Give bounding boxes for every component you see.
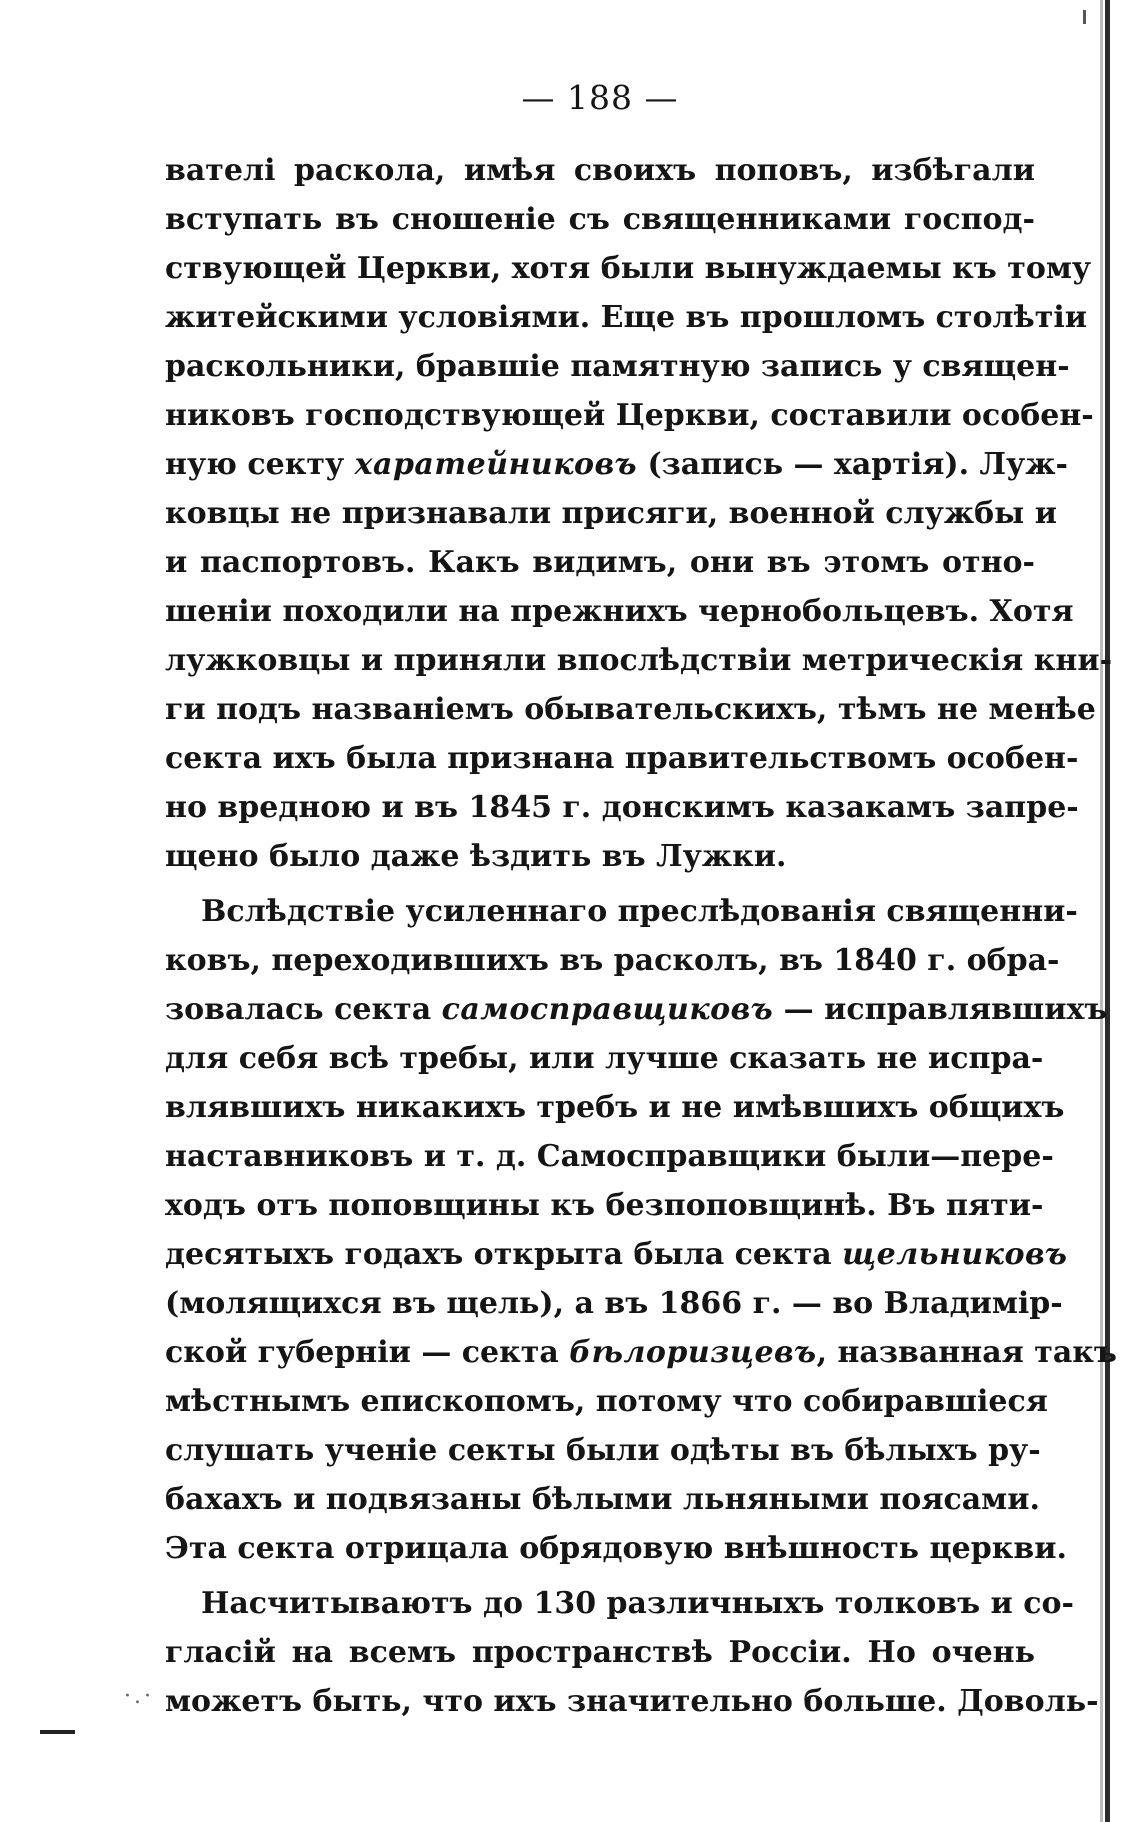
page-edge-shadow: [1100, 0, 1103, 1822]
text-segment: ской губерніи — секта: [165, 1335, 570, 1370]
text-segment: лужковцы и приняли впослѣдствіи метрическія кни-: [165, 643, 1113, 678]
text-line: [165, 440, 1068, 489]
sect-name-italic: щельниковъ: [842, 1237, 1068, 1272]
text-line: [165, 1677, 1099, 1726]
corner-mark: [1083, 10, 1086, 24]
text-line: [165, 1181, 1044, 1230]
text-segment: можетъ быть, что ихъ значительно больше. Доволь-: [165, 1684, 1099, 1719]
text-line: [165, 1524, 1067, 1573]
text-segment: секта ихъ была признана правительствомъ особен-: [165, 741, 1079, 776]
text-line: [165, 887, 1078, 936]
text-segment: ходъ отъ поповщины къ безпоповщинѣ. Въ пяти-: [165, 1188, 1044, 1223]
text-line: [165, 293, 1088, 342]
text-line: [165, 685, 1096, 734]
text-segment: но вредною и въ 1845 г. донскимъ казакамъ запре-: [165, 790, 1079, 825]
text-segment: раскольники, бравшіе памятную запись у священ-: [165, 349, 1070, 384]
text-line: [165, 1475, 1040, 1524]
text-line: [165, 538, 1035, 587]
text-segment: , названная такъ: [816, 1335, 1117, 1370]
text-line: [165, 1132, 1054, 1181]
text-segment: мѣстнымъ епископомъ, потому что собиравшіеся: [165, 1384, 1048, 1419]
text-line: [165, 587, 1074, 636]
text-segment: Вслѣдствіе усиленнаго преслѣдованія священни-: [201, 894, 1078, 929]
margin-dash: [40, 1730, 75, 1734]
text-segment: слушать ученіе секты были одѣты въ бѣлыхъ ру-: [165, 1433, 1041, 1468]
text-segment: вступать въ сношеніе съ священниками господ-: [165, 202, 1035, 237]
text-segment: и паспортовъ. Какъ видимъ, они въ этомъ отно-: [165, 545, 1035, 580]
text-segment: шеніи походили на прежнихъ чернобольцевъ. Хотя: [165, 594, 1074, 629]
text-segment: никовъ господствующей Церкви, составили особен-: [165, 398, 1094, 433]
text-line: [165, 1377, 1048, 1426]
text-line: [165, 391, 1094, 440]
text-segment: зовалась секта: [165, 992, 442, 1027]
text-line: [165, 1230, 1068, 1279]
page-number: — 188 —: [521, 78, 679, 117]
text-segment: Эта секта отрицала обрядовую внѣшность церкви.: [165, 1531, 1067, 1566]
text-segment: (молящихся въ щель), а въ 1866 г. — во Владимір-: [165, 1286, 1063, 1321]
text-segment: для себя всѣ требы, или лучше сказать не испра-: [165, 1041, 1044, 1076]
sect-name-italic: самосправщиковъ: [441, 992, 774, 1027]
text-line: [165, 1034, 1044, 1083]
text-line: [165, 1579, 1074, 1628]
text-segment: ную секту: [165, 447, 355, 482]
text-segment: ковцы не признавали присяги, военной службы и: [165, 496, 1057, 531]
text-segment: — исправлявшихъ: [773, 992, 1108, 1027]
sect-name-italic: бѣлоризцевъ: [569, 1335, 817, 1370]
body-text: [165, 146, 1117, 1726]
text-line: [165, 1083, 1065, 1132]
text-segment: влявшихъ никакихъ требъ и не имѣвшихъ общихъ: [165, 1090, 1065, 1125]
text-segment: Насчитываютъ до 130 различныхъ толковъ и со-: [201, 1586, 1074, 1621]
text-line: [165, 734, 1079, 783]
text-line: [165, 936, 1060, 985]
text-line: [165, 1279, 1063, 1328]
text-line: [165, 342, 1070, 391]
text-line: [165, 1426, 1041, 1475]
text-segment: наставниковъ и т. д. Самосправщики были—пере-: [165, 1139, 1054, 1174]
text-segment: житейскими условіями. Еще въ прошломъ столѣтіи: [165, 300, 1088, 335]
text-line: [165, 985, 1108, 1034]
text-line: [165, 1328, 1117, 1377]
text-segment: вателі раскола, имѣя своихъ поповъ, избѣгали: [165, 153, 1035, 188]
text-segment: ковъ, переходившихъ въ расколъ, въ 1840 г. обра-: [165, 943, 1060, 978]
text-line: [165, 783, 1079, 832]
text-line: [165, 195, 1035, 244]
text-segment: гласій на всемъ пространствѣ Россіи. Но очень: [165, 1635, 1035, 1670]
text-line: [165, 636, 1113, 685]
text-line: [165, 1628, 1035, 1677]
text-segment: десятыхъ годахъ открыта была секта: [165, 1237, 843, 1272]
text-segment: (запись — хартія). Луж-: [637, 447, 1068, 482]
margin-dots: ·.·: [124, 1684, 154, 1709]
text-line: [165, 146, 1035, 195]
sect-name-italic: харатейниковъ: [354, 447, 638, 482]
text-segment: ги подъ названіемъ обывательскихъ, тѣмъ не менѣе: [165, 692, 1096, 727]
text-segment: щено было даже ѣздить въ Лужки.: [165, 839, 787, 874]
text-line: [165, 489, 1057, 538]
text-segment: бахахъ и подвязаны бѣлыми льняными поясами.: [165, 1482, 1040, 1517]
text-segment: ствующей Церкви, хотя были вынуждаемы къ тому: [165, 251, 1092, 286]
text-line: [165, 832, 1035, 881]
text-line: [165, 244, 1092, 293]
page-edge: [1105, 0, 1110, 1822]
